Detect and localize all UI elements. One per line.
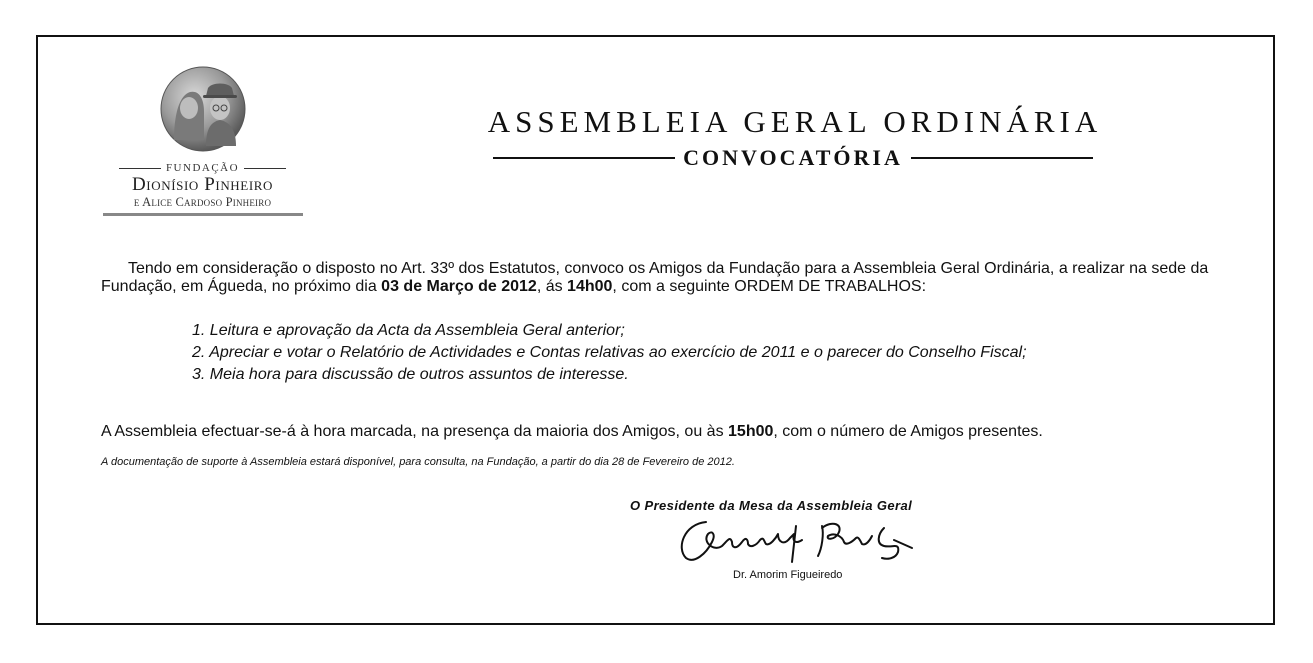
signatory-name: Dr. Amorim Figueiredo — [733, 569, 843, 581]
intro-text-3: , com a seguinte ORDEM DE TRABALHOS: — [612, 278, 927, 295]
meeting-date: 03 de Março de 2012 — [381, 278, 537, 295]
agenda-item: 3. Meia hora para discussão de outros assuntos de interesse. — [192, 366, 629, 383]
second-text-2: , com o número de Amigos presentes. — [773, 423, 1043, 440]
medallion-portrait-icon — [160, 66, 246, 152]
foundation-subname: e Alice Cardoso Pinheiro — [133, 195, 272, 209]
intro-text-1: Tendo em consideração o disposto no Art. 33º dos Estatutos, convoco os Amigos da Fundação para a Assembleia Geral Ordinária, a realizar na sede da Fundação, em Águeda, no próximo dia — [101, 260, 1209, 295]
logo-underline — [103, 213, 303, 216]
documentation-note: A documentação de suporte à Assembleia estará disponível, para consulta, na Fundação, a partir do dia 28 de Fevereiro de 2012. — [101, 456, 735, 468]
meeting-time: 14h00 — [567, 278, 613, 295]
foundation-name: Dionísio Pinheiro — [131, 174, 274, 195]
second-time: 15h00 — [728, 423, 774, 440]
agenda-item: 1. Leitura e aprovação da Acta da Assembleia Geral anterior; — [192, 322, 625, 339]
agenda-list — [192, 320, 1027, 386]
divider — [244, 168, 286, 169]
second-paragraph — [101, 422, 1043, 442]
second-text-1: A Assembleia efectuar-se-á à hora marcada, na presença da maioria dos Amigos, ou às — [101, 423, 729, 440]
divider — [911, 157, 1093, 159]
page-subtitle: CONVOCATÓRIA — [683, 145, 903, 170]
divider — [119, 168, 161, 169]
fund-label: FUNDAÇÃO — [165, 162, 240, 174]
handwritten-signature — [672, 512, 922, 572]
foundation-logo — [100, 66, 305, 216]
agenda-item: 2. Apreciar e votar o Relatório de Actividades e Contas relativas ao exercício de 2011 e o parecer do Conselho Fiscal; — [192, 344, 1027, 361]
intro-paragraph — [101, 260, 1216, 296]
page-title: ASSEMBLEIA GERAL ORDINÁRIA — [487, 104, 1103, 139]
subtitle-row — [493, 145, 1093, 171]
fund-label-row — [100, 162, 305, 174]
intro-text-2: , ás — [536, 278, 568, 295]
divider — [493, 157, 675, 159]
signatory-title: O Presidente da Mesa da Assembleia Geral — [630, 498, 913, 513]
